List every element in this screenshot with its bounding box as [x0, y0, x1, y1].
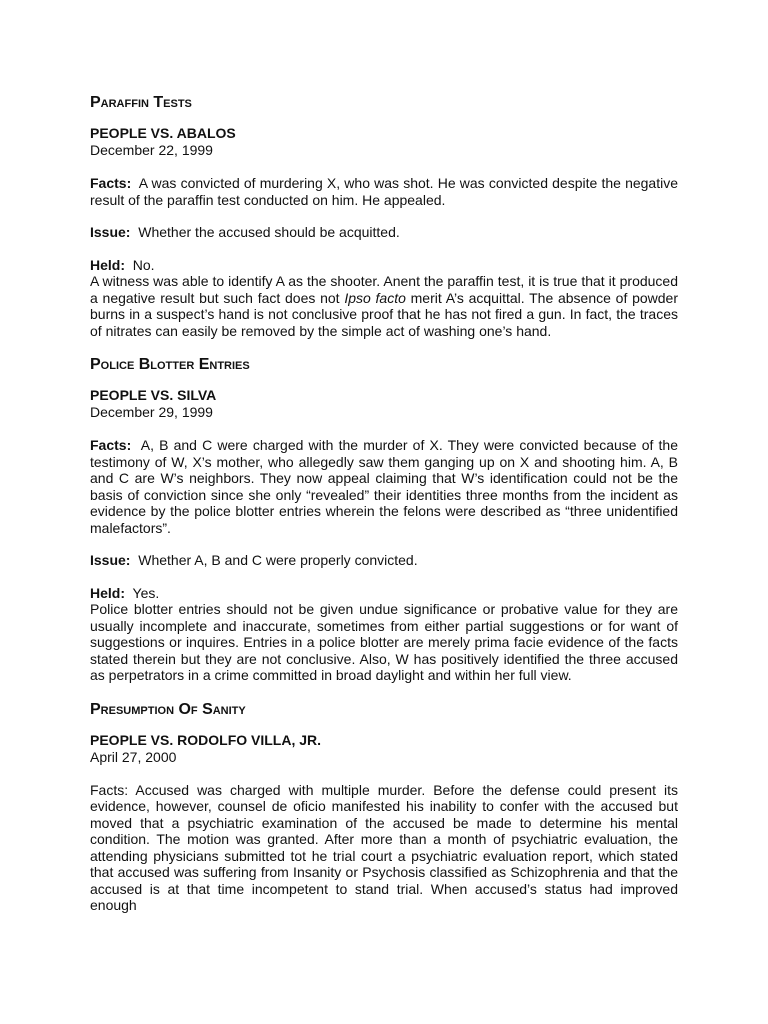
section-paraffin-tests — [90, 93, 678, 339]
facts-text: A, B and C were charged with the murder of X. They were convicted because of the testimony of W, X’s mother, who allegedly saw them ganging up on X and shooting him. A, B and C are W’s neighbors. They now appeal claiming that W’s identification could not be the basis of conviction since she only “revealed” their identities three months from the incident as evidence by the police blotter entries wherein the felons were described as “three unidentified malefactors”. — [90, 437, 678, 536]
held-verdict: Yes. — [132, 584, 160, 601]
issue-paragraph — [90, 552, 678, 569]
case-title: PEOPLE VS. ABALOS — [90, 125, 236, 141]
held-body-a: A witness was able to identify A as the shooter. Anent the paraffin test, it is true that it produced a negative result but such fact does not — [90, 273, 678, 306]
facts-label: Facts: — [90, 175, 132, 191]
facts-paragraph: Facts: Accused was charged with multiple murder. Before the defense could present its evidence, however, counsel de oficio manifested his inability to confer with the accused but moved that a psychiatric examination of the accused be made to determine his mental condition. The motion was granted. After more than a month of psychiatric evaluation, the attending physicians submitted tot he trial court a psychiatric evaluation report, which stated that accused was suffering from Insanity or Psychosis classified as Schizophrenia and that the accused is at that time incompetent to stand trial. When accused’s status had improved enough — [90, 781, 678, 913]
held-body: Police blotter entries should not be given undue significance or probative value for they are usually incomplete and inaccurate, sometimes from either partial suggestions or for want of suggestions or inquires. Entries in a police blotter are merely prima facie evidence of the facts stated therein but they are not conclusive. Also, W has positively identified the three accused as perpetrators in a crime committed in broad daylight and within her full view. — [90, 601, 678, 683]
held-body-b: merit A’s acquittal. The absence of powder burns in a suspect’s hand is not conclusive proof that he has not fired a gun. In fact, the traces of nitrates can easily be removed by the simple act of washing one’s hand. — [90, 289, 678, 339]
facts-paragraph — [90, 175, 678, 208]
held-verdict: No. — [132, 256, 155, 273]
case-title: PEOPLE VS. RODOLFO VILLA, JR. — [90, 731, 322, 748]
case-date: April 27, 2000 — [90, 748, 177, 765]
section-police-blotter — [90, 355, 678, 684]
issue-label: Issue: — [90, 224, 131, 240]
section-title: Police Blotter Entries — [90, 356, 250, 373]
held-line — [90, 585, 678, 602]
issue-label: Issue: — [90, 552, 131, 568]
held-body-emphasis: Ipso facto — [344, 289, 406, 306]
case-date: December 22, 1999 — [90, 142, 213, 158]
issue-paragraph — [90, 224, 678, 241]
section-presumption-of-sanity — [90, 700, 678, 914]
facts-paragraph — [90, 437, 678, 536]
section-title: Paraffin Tests — [90, 94, 192, 111]
case-date: December 29, 1999 — [90, 404, 213, 420]
held-label: Held: — [90, 256, 125, 273]
issue-text: Whether the accused should be acquitted. — [138, 224, 400, 240]
held-body — [90, 273, 678, 339]
facts-label: Facts: — [90, 437, 132, 453]
case-title: PEOPLE VS. SILVA — [90, 387, 217, 403]
issue-text: Whether A, B and C were properly convicted. — [138, 552, 418, 568]
facts-text: A was convicted of murdering X, who was shot. He was convicted despite the negative result of the paraffin test conducted on him. He appealed. — [90, 175, 678, 208]
held-label: Held: — [90, 584, 125, 601]
held-line — [90, 257, 678, 274]
section-title: Presumption Of Sanity — [90, 700, 246, 718]
